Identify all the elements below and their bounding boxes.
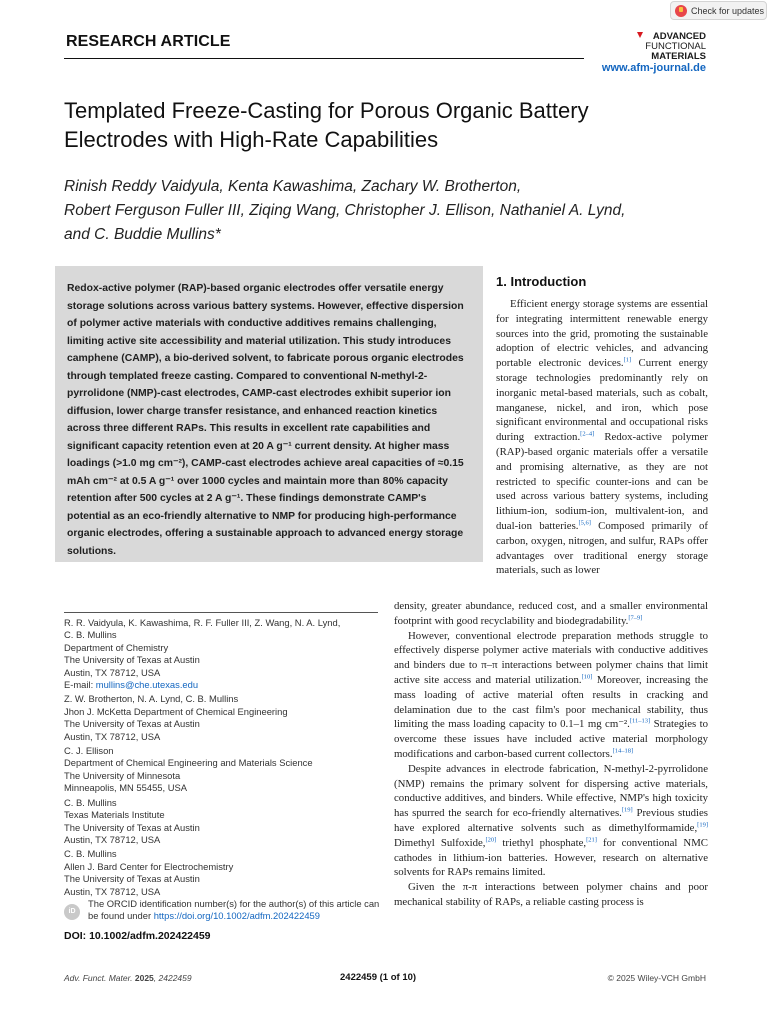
intro-paragraph-continued: density, greater abundance, reduced cost, and a smaller environmental footprint with good recyclability and biodegradability.[7–9] bbox=[394, 600, 708, 627]
intro-paragraph: However, conventional electrode preparation methods struggle to effectively disperse polymer active materials with conductive additives and binders due to π–π interactions between polymer chains that limit active site access and material utilization.[10] Moreover, increasing the mass loading of active material often results in cracking and delamination due to the cast film's poor mechanical stability, thus limiting the mass loading capacity to 0.1–1 mg cm⁻².[11–13] Strategies to overcome these issues have included active material morphology modifications and carbon-based current collectors.[14–18] bbox=[394, 629, 708, 760]
orcid-icon: iD bbox=[64, 904, 80, 920]
logo-line-2: FUNCTIONAL bbox=[645, 41, 706, 52]
affiliation-line: Austin, TX 78712, USA bbox=[64, 885, 161, 897]
section-heading-introduction: 1. Introduction bbox=[496, 274, 587, 289]
logo-line-3: MATERIALS bbox=[651, 51, 706, 60]
intro-paragraph: Despite advances in electrode fabrication, N-methyl-2-pyrrolidone (NMP) remains the primary solvent for dispersing active materials, conductive additives, and binders. While effective, NMP's high toxicity has spurred the search for eco-friendly alternatives.[19] Previous studies have explored alternative solvents such as dimethylformamide,[19] Dimethyl Sulfoxide,[20] triethyl phosphate,[21] for conventional NMC cathodes in lithium-ion batteries. However, research on alternative solvents for RAPs remains limited. bbox=[394, 762, 708, 879]
intro-paragraph: Given the π-π interactions between polymer chains and poor mechanical stability of RAPs, a reliable casting process is bbox=[394, 881, 708, 908]
citation-ref-link[interactable]: [19] bbox=[697, 821, 708, 829]
affiliation-group bbox=[64, 693, 378, 743]
affiliation-line: C. J. Ellison bbox=[64, 745, 114, 757]
affiliation-line: The University of Texas at Austin bbox=[64, 821, 200, 833]
copyright: © 2025 Wiley-VCH GmbH bbox=[607, 973, 706, 983]
abstract-text: Redox-active polymer (RAP)-based organic electrodes offer versatile energy storage solutions across various battery systems. However, effective dispersion of polymer active materials with conductive additives remains challenging, limiting active site accessibility and material utilization. This study introduces camphene (CAMP), a bio-derived solvent, to fabricate porous organic electrodes through templated freeze casting. Compared to conventional N-methyl-2-pyrrolidone (NMP)-cast electrodes, CAMP-cast electrodes exhibit superior ion diffusion, lower charge transfer resistance, and enhanced reaction kinetics across three different RAPs. This results in excellent rate capabilities and significant capacity retention even at 20 A g⁻¹ current density. At higher mass loadings (>1.0 mg cm⁻²), CAMP-cast electrodes achieve areal capacities of ≈0.15 mAh cm⁻² at 0.5 A g⁻¹ over 1000 cycles and maintain more than 80% capacity retention after 500 cycles at 2 A g⁻¹. These findings demonstrate CAMP's potential as an eco-friendly alternative to NMP for producing high-performance organic electrodes, offering a sustainable approach to advanced energy storage solutions. bbox=[67, 283, 464, 557]
citation-ref-link[interactable]: [5,6] bbox=[578, 519, 591, 527]
citation-ref-link[interactable]: [1] bbox=[623, 356, 632, 364]
affiliation-line: C. B. Mullins bbox=[64, 848, 117, 860]
intro-paragraph: Efficient energy storage systems are essential for integrating intermittent renewable energy sources into the grid, promoting the sustainable adoption of electric vehicles, and advancing portable electronic devices.[1] Current energy storage technologies predominantly rely on inorganic metal-based materials, such as cobalt, manganese, nickel, and iron, which pose significant environmental and occupational risks during extraction.[2–4] Redox-active polymer (RAP)-based organic materials offer a versatile and promising alternative, as they are not restricted to specific counter-ions and can be used across various battery systems, including lithium-ion, sodium-ion, multivalent-ion, and dual-ion batteries.[5,6] Composed primarily of carbon, oxygen, nitrogen, and sulfur, RAPs offer advantages over traditional energy storage materials, such as lower bbox=[496, 298, 708, 577]
page-number: 2422459 (1 of 10) bbox=[340, 972, 417, 983]
affiliation-group bbox=[64, 848, 378, 898]
affiliation-line: Allen J. Bard Center for Electrochemistry bbox=[64, 860, 234, 872]
intro-column-wide bbox=[394, 599, 708, 910]
affiliation-line: Austin, TX 78712, USA bbox=[64, 730, 161, 742]
affiliation-line: Austin, TX 78712, USA bbox=[64, 666, 161, 678]
orcid-link[interactable]: https://doi.org/10.1002/adfm.202422459 bbox=[153, 910, 320, 922]
affiliation-group bbox=[64, 617, 378, 691]
journal-url-link[interactable]: www.afm-journal.de bbox=[601, 62, 706, 74]
affiliation-line: Department of Chemistry bbox=[64, 641, 169, 653]
article-title: Templated Freeze-Casting for Porous Organic Battery Electrodes with High-Rate Capabilities bbox=[64, 98, 589, 152]
affiliation-line: Minneapolis, MN 55455, USA bbox=[64, 782, 187, 794]
affiliation-email: E-mail: mullins@che.utexas.edu bbox=[64, 679, 199, 691]
citation-ref-link[interactable]: [21] bbox=[586, 836, 597, 844]
affiliation-group bbox=[64, 797, 378, 847]
affiliation-line: Department of Chemical Engineering and Materials Science bbox=[64, 757, 313, 769]
abstract-box bbox=[55, 266, 483, 562]
affiliations bbox=[64, 612, 378, 900]
affiliation-line: The University of Texas at Austin bbox=[64, 654, 200, 666]
crossmark-icon bbox=[675, 5, 687, 17]
author-line: and C. Buddie Mullins* bbox=[64, 226, 221, 243]
affiliation-line: The University of Texas at Austin bbox=[64, 718, 200, 730]
check-for-updates-label: Check for updates bbox=[691, 5, 765, 16]
affiliation-line: Jhon J. McKetta Department of Chemical Engineering bbox=[64, 705, 288, 717]
article-type: RESEARCH ARTICLE bbox=[66, 33, 231, 50]
logo-mark-icon bbox=[637, 32, 643, 38]
header-divider bbox=[64, 58, 584, 59]
citation-ref-link[interactable]: [19] bbox=[621, 806, 633, 814]
author-line: Robert Ferguson Fuller III, Ziqing Wang, Christopher J. Ellison, Nathaniel A. Lynd, bbox=[64, 202, 626, 219]
doi: DOI: 10.1002/adfm.202422459 bbox=[64, 930, 211, 942]
affiliation-line: Austin, TX 78712, USA bbox=[64, 833, 161, 845]
affiliation-line: The University of Texas at Austin bbox=[64, 873, 200, 885]
citation-ref-link[interactable]: [14–18] bbox=[612, 747, 634, 755]
author-list bbox=[64, 175, 664, 247]
orcid-text: The ORCID identification number(s) for the author(s) of this article can be found under https://doi.org/10.1002/adfm.202422459 bbox=[88, 898, 380, 922]
affiliation-line: R. R. Vaidyula, K. Kawashima, R. F. Fuller III, Z. Wang, N. A. Lynd, bbox=[64, 617, 341, 628]
affiliation-line: Texas Materials Institute bbox=[64, 809, 165, 821]
citation-ref-link[interactable]: [11–13] bbox=[629, 717, 651, 725]
affiliation-line: Z. W. Brotherton, N. A. Lynd, C. B. Mullins bbox=[64, 693, 239, 705]
email-link[interactable]: mullins@che.utexas.edu bbox=[95, 679, 199, 691]
affiliation-line: The University of Minnesota bbox=[64, 769, 181, 781]
citation-ref-link[interactable]: [2–4] bbox=[580, 430, 595, 438]
check-for-updates-button[interactable] bbox=[670, 1, 767, 20]
affiliation-line: C. B. Mullins bbox=[64, 796, 117, 808]
affiliation-group bbox=[64, 745, 378, 795]
footer-citation: Adv. Funct. Mater. 2025, 2422459 bbox=[64, 973, 192, 983]
journal-logo bbox=[628, 30, 706, 60]
affiliation-line: C. B. Mullins bbox=[64, 629, 117, 641]
author-line: Rinish Reddy Vaidyula, Kenta Kawashima, Zachary W. Brotherton, bbox=[64, 178, 522, 195]
intro-column-narrow bbox=[496, 297, 708, 578]
citation-ref-link[interactable]: [10] bbox=[581, 673, 593, 681]
citation-ref-link[interactable]: [20] bbox=[485, 836, 497, 844]
logo-line-1: ADVANCED bbox=[652, 31, 706, 42]
orcid-note bbox=[64, 898, 382, 923]
citation-ref-link[interactable]: [7–9] bbox=[628, 614, 643, 622]
